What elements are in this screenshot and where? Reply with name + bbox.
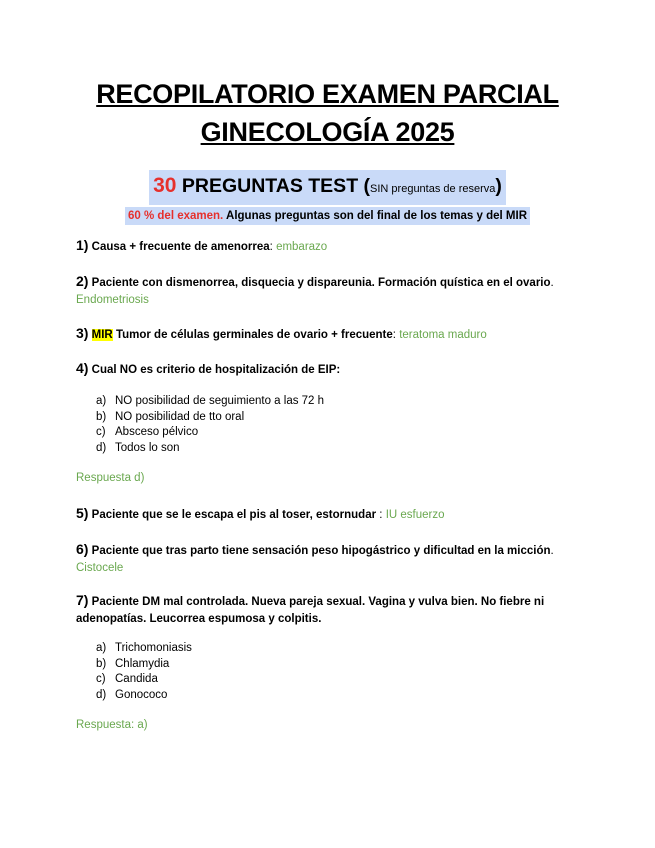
note-percentage: 60 % del examen. xyxy=(128,210,224,222)
option-letter: b) xyxy=(96,410,107,423)
mir-badge: MIR xyxy=(91,329,113,341)
subtitle-main: PREGUNTAS TEST xyxy=(176,175,364,197)
question-7 xyxy=(76,592,566,628)
question-number: 4) xyxy=(76,360,89,376)
option-text: Gonococo xyxy=(115,688,168,701)
option-letter: a) xyxy=(96,395,107,407)
question-answer: Cistocele xyxy=(76,562,124,574)
question-text: Paciente que se le escapa el pis al toser, estornudar xyxy=(88,509,377,521)
question-answer: teratoma maduro xyxy=(399,329,487,341)
title-line-1: RECOPILATORIO EXAMEN PARCIAL xyxy=(96,79,559,109)
title-line-2: GINECOLOGÍA 2025 xyxy=(200,117,455,147)
option-d xyxy=(96,688,192,704)
note-container xyxy=(0,206,655,225)
question-text: Paciente DM mal controlada. Nueva pareja sexual. Vagina y vulva bien. No fiebre ni adenopatías. Leucorrea espumosa y colpitis. xyxy=(76,596,545,625)
question-5 xyxy=(76,505,576,524)
subtitle-number: 30 xyxy=(153,174,177,197)
option-letter: d) xyxy=(96,688,107,701)
option-c xyxy=(96,425,324,441)
option-letter: c) xyxy=(96,426,106,438)
option-a xyxy=(96,394,324,410)
option-text: NO posibilidad de tto oral xyxy=(115,410,245,423)
question-number: 1) xyxy=(76,237,89,253)
option-letter: d) xyxy=(96,441,107,454)
question-7-response: Respuesta: a) xyxy=(76,719,148,731)
question-number: 6) xyxy=(76,541,89,557)
option-letter: a) xyxy=(96,642,107,654)
question-separator: : xyxy=(269,241,277,253)
question-answer: IU esfuerzo xyxy=(385,509,445,521)
option-text: Chlamydia xyxy=(115,657,170,670)
subtitle-close-paren: ) xyxy=(495,175,502,197)
question-separator: . xyxy=(550,277,554,289)
question-separator: : xyxy=(376,509,386,521)
question-text: Tumor de células germinales de ovario + frecuente xyxy=(112,329,393,341)
exam-note xyxy=(125,207,530,225)
question-number: 2) xyxy=(76,273,89,289)
option-text: Candida xyxy=(115,673,158,685)
option-b xyxy=(96,410,324,426)
subtitle-container xyxy=(0,170,655,205)
question-4-response: Respuesta d) xyxy=(76,472,145,484)
question-number: 5) xyxy=(76,505,89,521)
option-d xyxy=(96,441,324,457)
option-b xyxy=(96,657,192,673)
note-rest: Algunas preguntas son del final de los temas y del MIR xyxy=(223,210,527,222)
question-4 xyxy=(76,360,576,379)
option-text: Trichomoniasis xyxy=(115,642,192,654)
option-letter: c) xyxy=(96,673,106,685)
subtitle-small: SIN preguntas de reserva xyxy=(370,183,496,195)
question-number: 3) xyxy=(76,325,89,341)
question-6 xyxy=(76,541,576,577)
question-4-options xyxy=(96,394,324,456)
option-text: Absceso pélvico xyxy=(115,426,199,438)
option-text: NO posibilidad de seguimiento a las 72 h xyxy=(115,395,325,407)
question-2 xyxy=(76,273,576,309)
question-text: Paciente con dismenorrea, disquecia y dispareunia. Formación quística en el ovario xyxy=(88,277,551,289)
option-a xyxy=(96,641,192,657)
question-answer: Endometriosis xyxy=(76,294,149,306)
question-text: Causa + frecuente de amenorrea xyxy=(88,241,270,253)
question-number: 7) xyxy=(76,592,89,608)
question-separator: : xyxy=(392,329,400,341)
subtitle xyxy=(149,170,506,205)
option-c xyxy=(96,672,192,688)
option-letter: b) xyxy=(96,657,107,670)
question-separator: . xyxy=(550,545,554,557)
option-text: Todos lo son xyxy=(115,441,180,454)
question-text: Cual NO es criterio de hospitalización de EIP: xyxy=(88,364,341,376)
question-answer: embarazo xyxy=(276,241,328,253)
question-1 xyxy=(76,237,576,256)
question-text: Paciente que tras parto tiene sensación peso hipogástrico y dificultad en la micción xyxy=(88,545,551,557)
question-3 xyxy=(76,325,576,344)
subtitle-open-paren: ( xyxy=(363,175,371,197)
question-7-options xyxy=(96,641,192,703)
